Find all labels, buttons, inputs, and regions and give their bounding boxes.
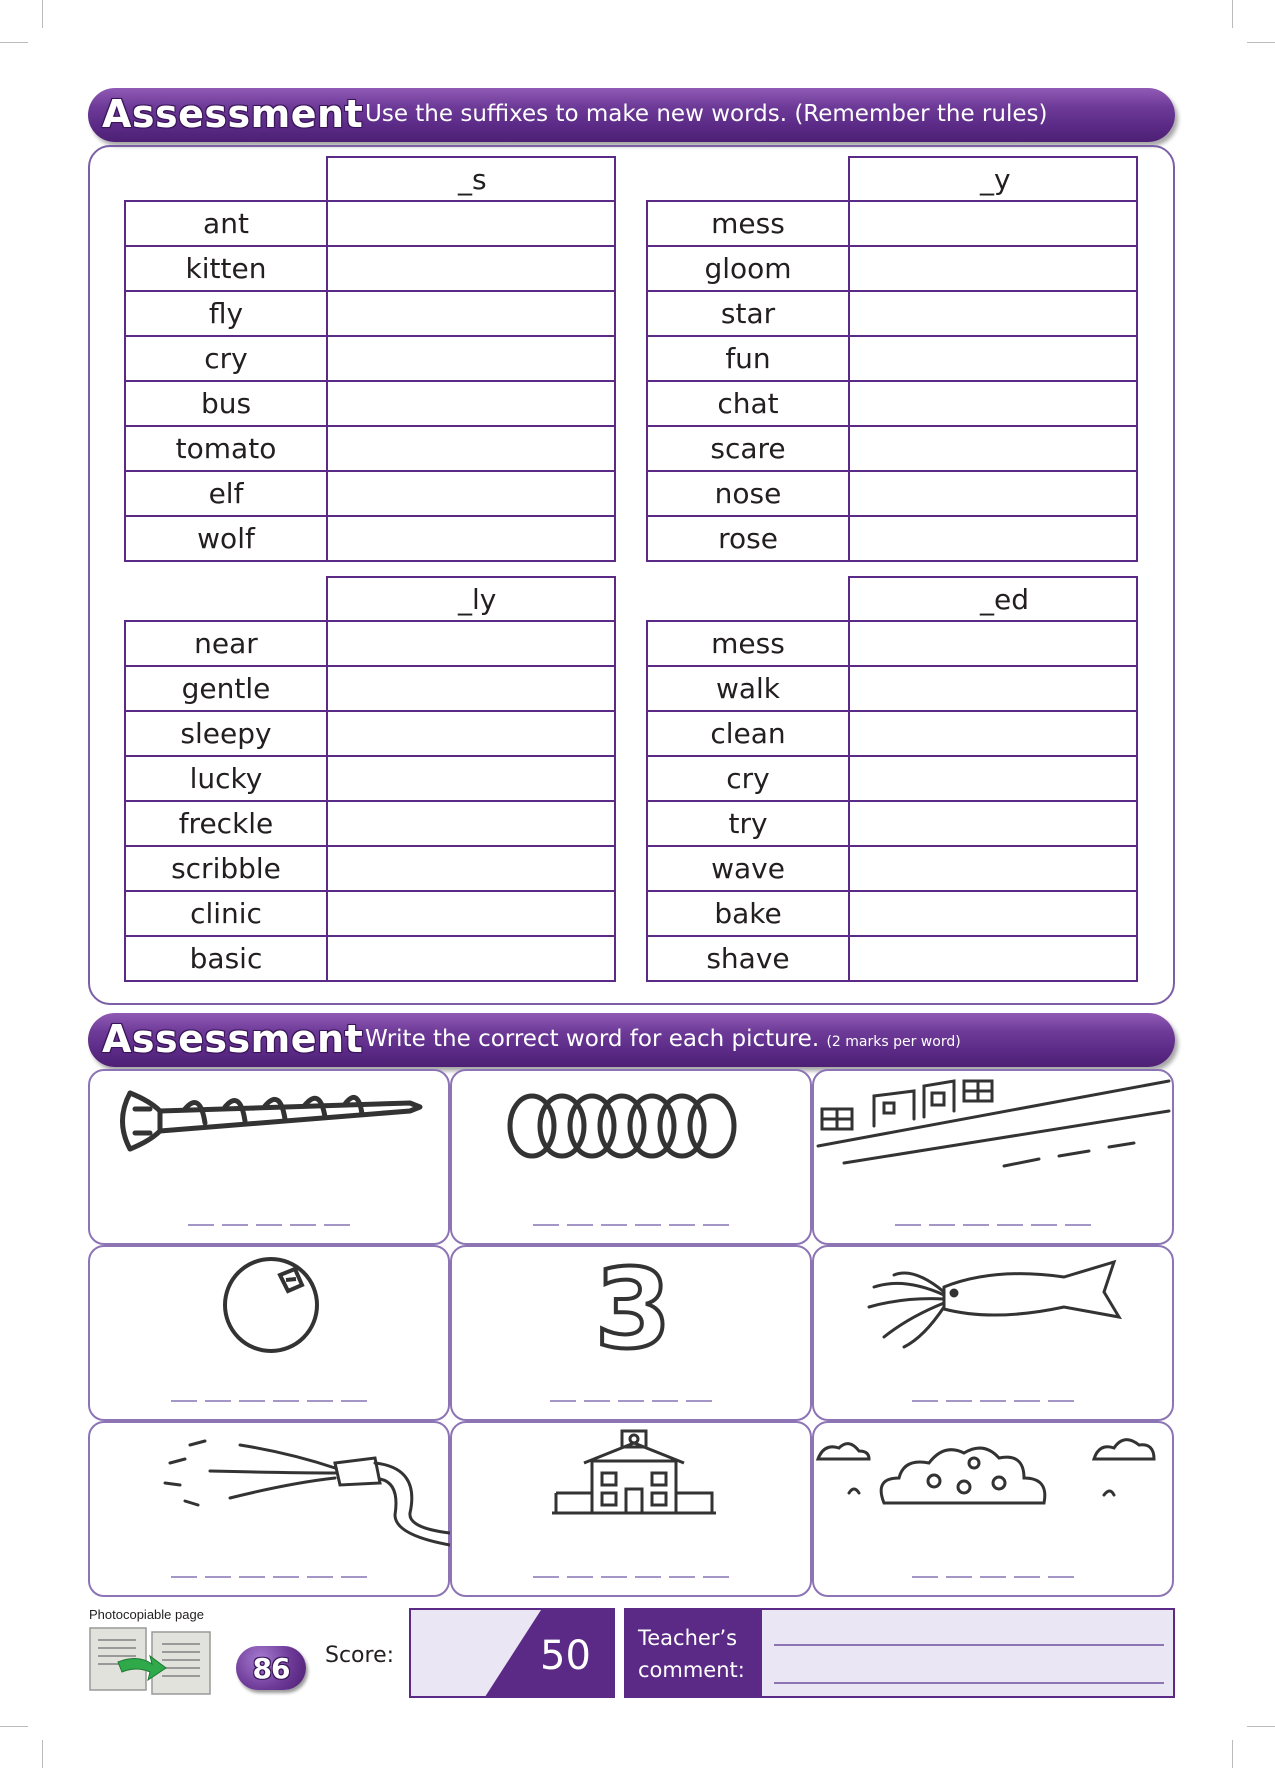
suffix-header: _ed: [849, 577, 1137, 621]
answer-cell[interactable]: [849, 201, 1137, 246]
answer-blank: [814, 1562, 1172, 1583]
answer-cell[interactable]: [849, 291, 1137, 336]
answer-cell[interactable]: [327, 846, 615, 891]
teacher-comment-box: [624, 1608, 1175, 1698]
table-row: [647, 246, 1137, 291]
instruction-note: (2 marks per word): [826, 1034, 961, 1050]
base-word: scare: [647, 426, 849, 471]
base-word: lucky: [125, 756, 327, 801]
instruction-text: Write the correct word for each picture.: [365, 1026, 820, 1052]
answer-blank: [452, 1386, 810, 1407]
answer-blank: [90, 1562, 448, 1583]
picture-cell-ball: [88, 1245, 450, 1421]
base-word: mess: [647, 201, 849, 246]
table-row: [647, 381, 1137, 426]
base-word: sleepy: [125, 711, 327, 756]
answer-cell[interactable]: [327, 516, 615, 561]
table-row: [125, 336, 615, 381]
table-row: [647, 336, 1137, 381]
table-row: [647, 801, 1137, 846]
header-spacer: [125, 157, 327, 201]
header-spacer: [125, 577, 327, 621]
assessment-banner-2: [88, 1013, 1175, 1067]
table-row: [125, 936, 615, 981]
table-row: [647, 291, 1137, 336]
picture-cell-three: [450, 1245, 812, 1421]
answer-cell[interactable]: [849, 516, 1137, 561]
base-word: bake: [647, 891, 849, 936]
base-word: wolf: [125, 516, 327, 561]
base-word: star: [647, 291, 849, 336]
comment-line[interactable]: [774, 1644, 1164, 1646]
teacher-comment-label-line1: Teacher’s: [638, 1626, 738, 1650]
table-row: [125, 711, 615, 756]
base-word: gentle: [125, 666, 327, 711]
base-word: clean: [647, 711, 849, 756]
picture-cell-shrub: [812, 1421, 1174, 1597]
table-row: [125, 381, 615, 426]
answer-cell[interactable]: [327, 381, 615, 426]
base-word: nose: [647, 471, 849, 516]
suffix-table-s: [124, 156, 616, 562]
crop-mark: [0, 42, 28, 43]
answer-cell[interactable]: [849, 936, 1137, 981]
base-word: wave: [647, 846, 849, 891]
page-number: 86: [252, 1652, 290, 1685]
table-row: [125, 756, 615, 801]
base-word: cry: [125, 336, 327, 381]
suffix-table-y: [646, 156, 1138, 562]
banner-title: Assessment: [102, 92, 364, 136]
table-row: [125, 891, 615, 936]
header-spacer: [647, 577, 849, 621]
table-row: [647, 711, 1137, 756]
picture-cell-school: [450, 1421, 812, 1597]
table-row: [125, 471, 615, 516]
answer-cell[interactable]: [849, 471, 1137, 516]
assessment-banner-1: [88, 88, 1175, 142]
table-row: [647, 891, 1137, 936]
answer-blank: [814, 1386, 1172, 1407]
crop-mark: [0, 1726, 28, 1727]
base-word: rose: [647, 516, 849, 561]
table-row: [647, 666, 1137, 711]
answer-blank: [452, 1210, 810, 1231]
base-word: gloom: [647, 246, 849, 291]
table-row: [647, 471, 1137, 516]
banner-instruction: [365, 1026, 961, 1052]
answer-cell[interactable]: [327, 801, 615, 846]
table-row: [125, 621, 615, 666]
teacher-comment-label: [626, 1610, 762, 1696]
answer-blank: [452, 1562, 810, 1583]
answer-cell[interactable]: [327, 891, 615, 936]
answer-cell[interactable]: [849, 756, 1137, 801]
table-row: [125, 846, 615, 891]
answer-cell[interactable]: [849, 891, 1137, 936]
table-row: [125, 246, 615, 291]
answer-cell[interactable]: [327, 246, 615, 291]
crop-mark: [42, 0, 43, 28]
base-word: fly: [125, 291, 327, 336]
suffix-header: _ly: [327, 577, 615, 621]
answer-cell[interactable]: [327, 666, 615, 711]
answer-blank: [90, 1386, 448, 1407]
base-word: try: [647, 801, 849, 846]
answer-cell[interactable]: [849, 711, 1137, 756]
base-word: scribble: [125, 846, 327, 891]
suffix-table-ed: [646, 576, 1138, 982]
answer-cell[interactable]: [327, 711, 615, 756]
table-row: [647, 621, 1137, 666]
photocopy-icon: [88, 1624, 216, 1696]
page-number-badge: [236, 1646, 306, 1690]
table-row: [647, 756, 1137, 801]
answer-cell[interactable]: [849, 246, 1137, 291]
table-row: [647, 936, 1137, 981]
crop-mark: [1232, 0, 1233, 28]
banner-title: Assessment: [102, 1017, 364, 1061]
suffix-table-ly: [124, 576, 616, 982]
base-word: walk: [647, 666, 849, 711]
answer-cell[interactable]: [849, 426, 1137, 471]
answer-cell[interactable]: [327, 336, 615, 381]
answer-blank: [90, 1210, 448, 1231]
picture-cell-spring: [450, 1069, 812, 1245]
crop-mark: [1232, 1740, 1233, 1768]
picture-cell-squid: [812, 1245, 1174, 1421]
answer-cell[interactable]: [327, 426, 615, 471]
comment-line[interactable]: [774, 1682, 1164, 1684]
base-word: elf: [125, 471, 327, 516]
base-word: cry: [647, 756, 849, 801]
score-max: 50: [540, 1633, 591, 1679]
svg-text:3: 3: [594, 1247, 672, 1373]
base-word: kitten: [125, 246, 327, 291]
answer-cell[interactable]: [849, 336, 1137, 381]
answer-cell[interactable]: [849, 846, 1137, 891]
base-word: freckle: [125, 801, 327, 846]
banner-instruction: Use the suffixes to make new words. (Remember the rules): [365, 101, 1048, 127]
answer-cell[interactable]: [327, 756, 615, 801]
table-row: [125, 801, 615, 846]
crop-mark: [42, 1740, 43, 1768]
base-word: chat: [647, 381, 849, 426]
base-word: ant: [125, 201, 327, 246]
table-row: [125, 516, 615, 561]
table-row: [125, 201, 615, 246]
crop-mark: [1247, 42, 1275, 43]
answer-cell[interactable]: [849, 621, 1137, 666]
base-word: near: [125, 621, 327, 666]
table-row: [125, 666, 615, 711]
picture-cell-screw: [88, 1069, 450, 1245]
answer-cell[interactable]: [327, 936, 615, 981]
suffix-header: _s: [327, 157, 615, 201]
base-word: bus: [125, 381, 327, 426]
base-word: tomato: [125, 426, 327, 471]
table-row: [125, 426, 615, 471]
answer-cell[interactable]: [327, 201, 615, 246]
answer-blank: [814, 1210, 1172, 1231]
table-row: [647, 201, 1137, 246]
answer-cell[interactable]: [849, 801, 1137, 846]
base-word: clinic: [125, 891, 327, 936]
answer-cell[interactable]: [327, 291, 615, 336]
table-row: [125, 291, 615, 336]
picture-cell-hose: [88, 1421, 450, 1597]
table-row: [647, 516, 1137, 561]
header-spacer: [647, 157, 849, 201]
base-word: basic: [125, 936, 327, 981]
score-label: Score:: [325, 1643, 395, 1668]
answer-cell[interactable]: [849, 666, 1137, 711]
base-word: shave: [647, 936, 849, 981]
table-row: [647, 426, 1137, 471]
photocopy-label: Photocopiable page: [89, 1607, 204, 1622]
picture-cell-street: [812, 1069, 1174, 1245]
suffix-header: _y: [849, 157, 1137, 201]
answer-cell[interactable]: [327, 471, 615, 516]
table-row: [647, 846, 1137, 891]
answer-cell[interactable]: [327, 621, 615, 666]
base-word: mess: [647, 621, 849, 666]
base-word: fun: [647, 336, 849, 381]
teacher-comment-label-line2: comment:: [638, 1658, 745, 1682]
crop-mark: [1247, 1726, 1275, 1727]
answer-cell[interactable]: [849, 381, 1137, 426]
